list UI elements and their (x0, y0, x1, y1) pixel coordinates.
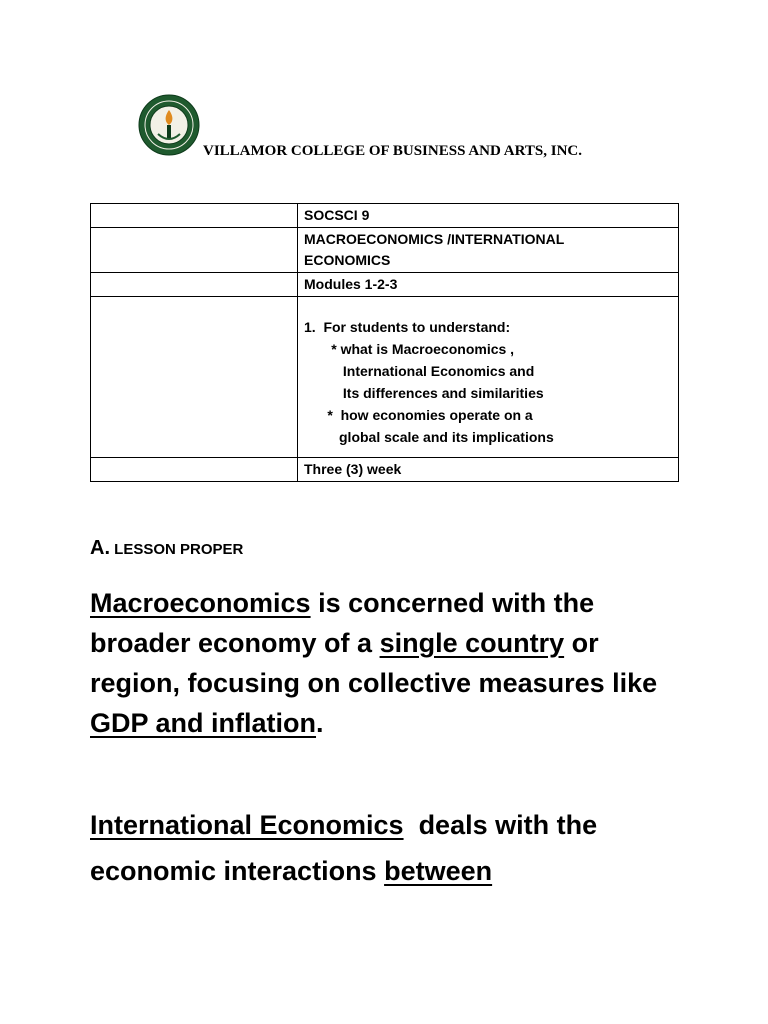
table-row (91, 458, 679, 482)
table-cell-empty (91, 204, 298, 228)
objective-line: * what is Macroeconomics , (304, 341, 515, 357)
modules: Modules 1-2-3 (298, 273, 679, 297)
lesson-letter: A. (90, 537, 110, 559)
course-title (298, 228, 679, 273)
course-info-table (90, 203, 679, 482)
paragraph-text: deals with the economic interactions (90, 810, 605, 886)
college-name: VILLAMOR COLLEGE OF BUSINESS AND ARTS, INC. (203, 143, 582, 159)
table-row (91, 204, 679, 228)
objective-line: * how economies operate on a (304, 407, 533, 423)
objective-line: 1. For students to understand: (304, 319, 511, 335)
paragraph-text: is concerned with the broader economy of a (90, 588, 595, 658)
table-cell-empty (91, 458, 298, 482)
objectives (298, 297, 679, 458)
course-title-line: ECONOMICS (304, 252, 391, 268)
term-gdp-inflation: GDP and inflation (90, 708, 317, 738)
term-macroeconomics: Macroeconomics (90, 588, 311, 618)
macroeconomics-paragraph (90, 583, 690, 743)
objective-line: global scale and its implications (304, 429, 554, 445)
lesson-title: LESSON PROPER (114, 541, 244, 558)
table-cell-empty (91, 228, 298, 273)
objective-line: Its differences and similarities (304, 385, 544, 401)
international-economics-paragraph (90, 802, 690, 894)
college-seal-icon (138, 94, 200, 156)
table-row (91, 297, 679, 458)
table-row (91, 273, 679, 297)
paragraph-text: or region, focusing on collective measures like (90, 628, 658, 698)
table-cell-empty (91, 297, 298, 458)
subject-code: SOCSCI 9 (298, 204, 679, 228)
lesson-heading (90, 537, 243, 560)
table-cell-empty (91, 273, 298, 297)
table-row (91, 228, 679, 273)
term-international-economics: International Economics (90, 810, 404, 840)
term-between: between (384, 856, 493, 886)
objective-line: International Economics and (304, 363, 535, 379)
objectives-list (304, 298, 672, 456)
paragraph-text: . (316, 708, 324, 738)
duration: Three (3) week (298, 458, 679, 482)
course-title-line: MACROECONOMICS /INTERNATIONAL (304, 231, 565, 247)
term-single-country: single country (379, 628, 565, 658)
